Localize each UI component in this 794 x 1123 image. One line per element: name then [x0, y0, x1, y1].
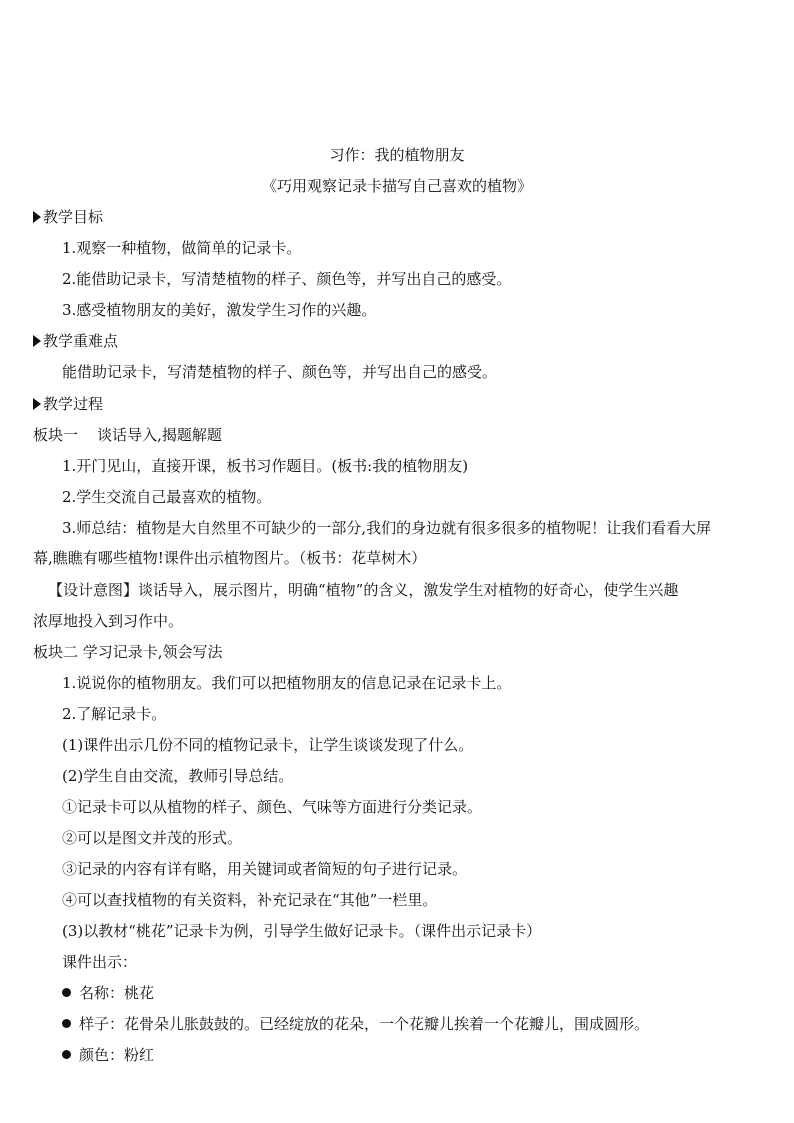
- page-subtitle: 《巧用观察记录卡描写自己喜欢的植物》: [261, 177, 532, 195]
- process-item: 3.师总结：植物是大自然里不可缺少的一部分,我们的身边就有很多很多的植物呢！让我们看看大屏: [62, 519, 712, 537]
- process-item: (1)课件出示几份不同的植物记录卡，让学生谈谈发现了什么。: [62, 736, 474, 754]
- process-item: 2.学生交流自己最喜欢的植物。: [62, 488, 272, 506]
- page-title: 习作：我的植物朋友: [329, 146, 465, 164]
- bullet-item: [62, 1014, 649, 1034]
- section-heading-process: [33, 394, 103, 414]
- process-item: (2)学生自由交流，教师引导总结。: [62, 767, 294, 785]
- bullet-text: 名称：桃花: [79, 984, 155, 1002]
- process-item: ③记录的内容有详有略，用关键词或者简短的句子进行记录。: [62, 860, 468, 878]
- design-intent: 【设计意图】谈话导入，展示图片，明确“植物”的含义，激发学生对植物的好奇心，使学生兴趣: [48, 581, 679, 599]
- block-title: 板块二 学习记录卡,领会写法: [33, 643, 223, 661]
- process-item: 2.了解记录卡。: [62, 705, 167, 723]
- process-item: ④可以查找植物的有关资料，补充记录在“其他”一栏里。: [62, 891, 438, 909]
- design-intent-continued: 浓厚地投入到习作中。: [33, 612, 184, 630]
- bullet-dot-icon: [62, 988, 71, 997]
- goal-item: 2.能借助记录卡，写清楚植物的样子、颜色等，并写出自己的感受。: [62, 270, 512, 288]
- triangle-bullet-icon: [33, 211, 41, 223]
- section-heading-label: 教学过程: [43, 395, 104, 413]
- triangle-bullet-icon: [33, 335, 41, 347]
- process-item: ①记录卡可以从植物的样子、颜色、气味等方面进行分类记录。: [62, 798, 483, 816]
- bullet-item: [62, 983, 154, 1003]
- section-heading-label: 教学目标: [43, 208, 104, 226]
- process-item: (3)以教材“桃花”记录卡为例，引导学生做好记录卡。（课件出示记录卡）: [62, 922, 542, 940]
- process-item: 课件出示：: [62, 953, 138, 971]
- bullet-text: 颜色：粉红: [79, 1046, 155, 1064]
- process-item-continued: 幕,瞧瞧有哪些植物!课件出示植物图片。（板书：花草树木）: [33, 549, 427, 567]
- section-heading-key-points: [33, 331, 118, 351]
- process-item: 1.说说你的植物朋友。我们可以把植物朋友的信息记录在记录卡上。: [62, 674, 512, 692]
- bullet-dot-icon: [62, 1019, 71, 1028]
- bullet-text: 样子：花骨朵儿胀鼓鼓的。已经绽放的花朵，一个花瓣儿挨着一个花瓣儿，围成圆形。: [79, 1015, 650, 1033]
- bullet-item: [62, 1045, 154, 1065]
- process-item: ②可以是图文并茂的形式。: [62, 829, 243, 847]
- goal-item: 1.观察一种植物，做简单的记录卡。: [62, 239, 302, 257]
- triangle-bullet-icon: [33, 398, 41, 410]
- block-title: 板块一 谈话导入,揭题解题: [33, 426, 222, 444]
- section-heading-label: 教学重难点: [43, 332, 119, 350]
- process-item: 1.开门见山，直接开课，板书习作题目。(板书:我的植物朋友): [62, 457, 469, 475]
- bullet-dot-icon: [62, 1050, 71, 1059]
- goal-item: 3.感受植物朋友的美好，激发学生习作的兴趣。: [62, 301, 377, 319]
- section-heading-goals: [33, 207, 103, 227]
- key-points-text: 能借助记录卡，写清楚植物的样子、颜色等，并写出自己的感受。: [62, 363, 498, 381]
